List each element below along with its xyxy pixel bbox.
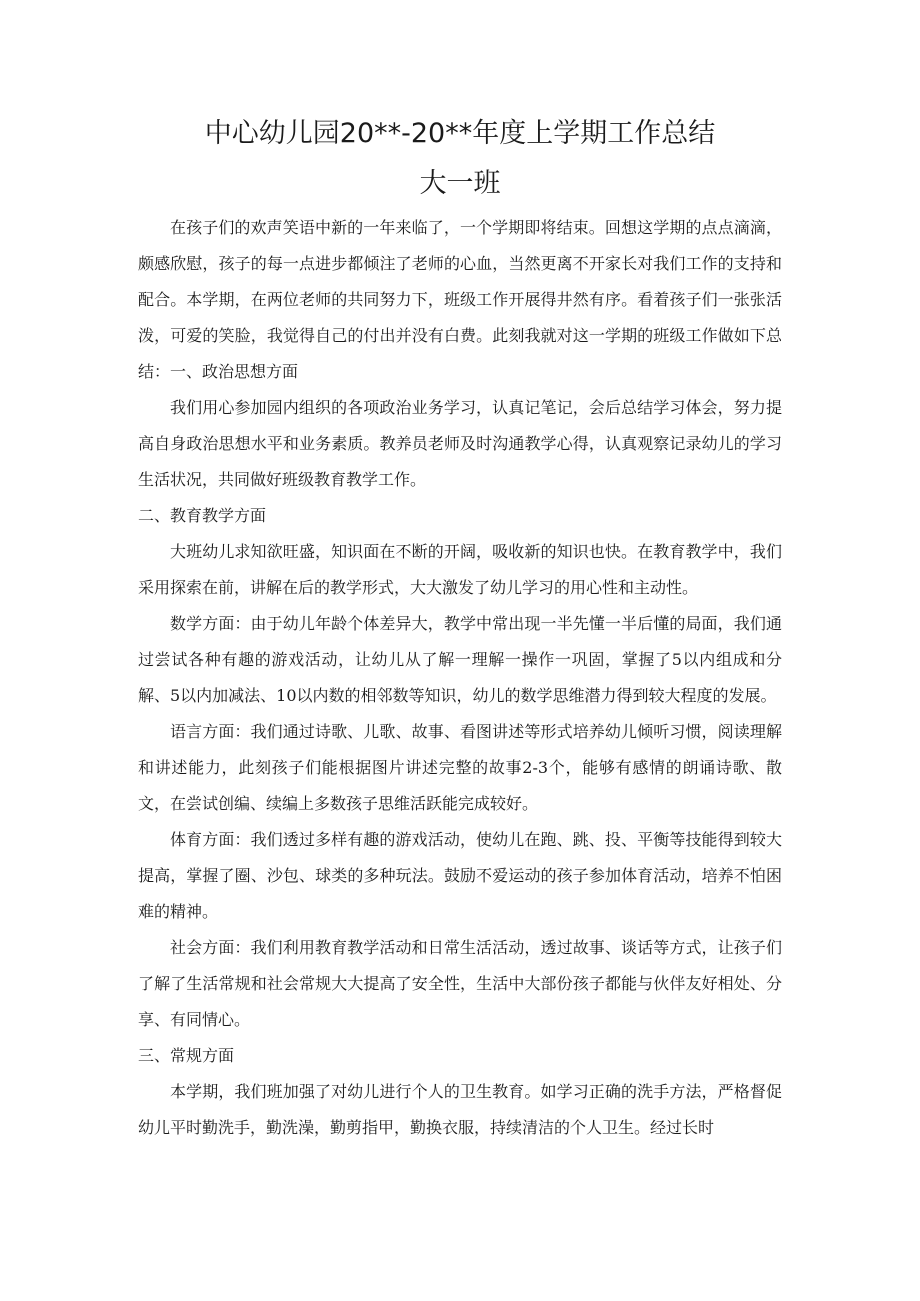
paragraph: 在孩子们的欢声笑语中新的一年来临了，一个学期即将结束。回想这学期的点点滴滴，颇感欣慰，孩子的每一点进步都倾注了老师的心血，当然更离不开家长对我们工作的支持和配合。本学期，在两位老师的共同努力下，班级工作开展得井然有序。看着孩子们一张张活泼，可爱的笑脸，我觉得自己的付出并没有白费。此刻我就对这一学期的班级工作做如下总结：一、政治思想方面 bbox=[138, 218, 782, 381]
document-body bbox=[138, 210, 782, 1146]
paragraph: 社会方面：我们利用教育教学活动和日常生活活动，透过故事、谈话等方式，让孩子们了解了生活常规和社会常规大大提高了安全性，生活中大部份孩子都能与伙伴友好相处、分享、有同情心。 bbox=[138, 938, 782, 1029]
document-subtitle: 大一班 bbox=[419, 168, 501, 199]
paragraph: 大班幼儿求知欲旺盛，知识面在不断的开阔，吸收新的知识也快。在教育教学中，我们采用探索在前，讲解在后的教学形式，大大激发了幼儿学习的用心性和主动性。 bbox=[138, 542, 782, 597]
paragraph: 数学方面：由于幼儿年龄个体差异大，教学中常出现一半先懂一半后懂的局面，我们通过尝试各种有趣的游戏活动，让幼儿从了解一理解一操作一巩固，掌握了5以内组成和分解、5以内加减法、10以内数的相邻数等知识，幼儿的数学思维潜力得到较大程度的发展。 bbox=[138, 614, 782, 705]
section-heading: 二、教育教学方面 bbox=[138, 506, 267, 525]
document-title: 中心幼儿园20**-20**年度上学期工作总结 bbox=[204, 118, 716, 149]
paragraph: 本学期，我们班加强了对幼儿进行个人的卫生教育。如学习正确的洗手方法，严格督促幼儿平时勤洗手，勤洗澡，勤剪指甲，勤换衣服，持续清洁的个人卫生。经过长时 bbox=[138, 1082, 782, 1137]
section-heading: 三、常规方面 bbox=[138, 1046, 235, 1065]
paragraph: 语言方面：我们通过诗歌、儿歌、故事、看图讲述等形式培养幼儿倾听习惯，阅读理解和讲述能力，此刻孩子们能根据图片讲述完整的故事2-3个，能够有感情的朗诵诗歌、散文，在尝试创编、续编上多数孩子思维活跃能完成较好。 bbox=[138, 722, 782, 813]
paragraph: 体育方面：我们透过多样有趣的游戏活动，使幼儿在跑、跳、投、平衡等技能得到较大提高，掌握了圈、沙包、球类的多种玩法。鼓励不爱运动的孩子参加体育活动，培养不怕困难的精神。 bbox=[138, 830, 782, 921]
paragraph: 我们用心参加园内组织的各项政治业务学习，认真记笔记，会后总结学习体会，努力提高自身政治思想水平和业务素质。教养员老师及时沟通教学心得，认真观察记录幼儿的学习生活状况，共同做好班级教育教学工作。 bbox=[138, 398, 782, 489]
